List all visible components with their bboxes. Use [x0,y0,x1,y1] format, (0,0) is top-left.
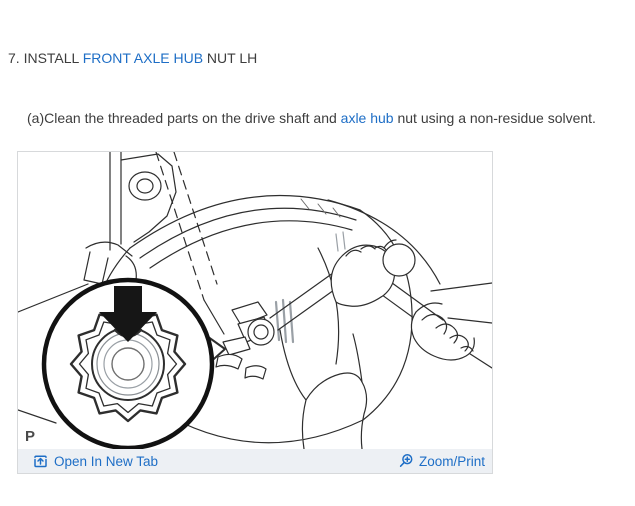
axle-hub-illustration [18,152,492,449]
step-text-after: NUT LH [203,50,258,66]
substep-text-after: nut using a non-residue solvent. [393,110,596,126]
axle-hub-link[interactable]: axle hub [340,110,394,126]
plate-label: P [25,428,36,445]
open-in-new-tab-link[interactable] [33,453,158,469]
step-number: 7. [8,50,20,66]
figure-panel [17,151,493,474]
step-title [8,48,635,68]
zoom-print-link[interactable] [398,453,485,469]
substep-a [8,108,635,128]
zoom-in-icon [398,453,414,469]
open-in-new-tab-label: Open In New Tab [54,453,159,469]
substep-marker: (a) [27,110,45,126]
forearm [280,330,367,449]
figure-canvas [18,152,492,449]
hand-gripping-socket [331,240,415,306]
inset-balloon [44,280,225,448]
figure-toolbar [18,449,492,473]
open-in-new-tab-icon [33,453,49,469]
front-axle-hub-link[interactable]: FRONT AXLE HUB [82,50,204,66]
step-text: INSTALL [19,50,83,66]
substep-text: Clean the threaded parts on the drive shaft and [44,110,341,126]
zoom-print-label: Zoom/Print [418,453,485,469]
leader-line [18,410,56,423]
hand-on-handle [411,303,474,360]
